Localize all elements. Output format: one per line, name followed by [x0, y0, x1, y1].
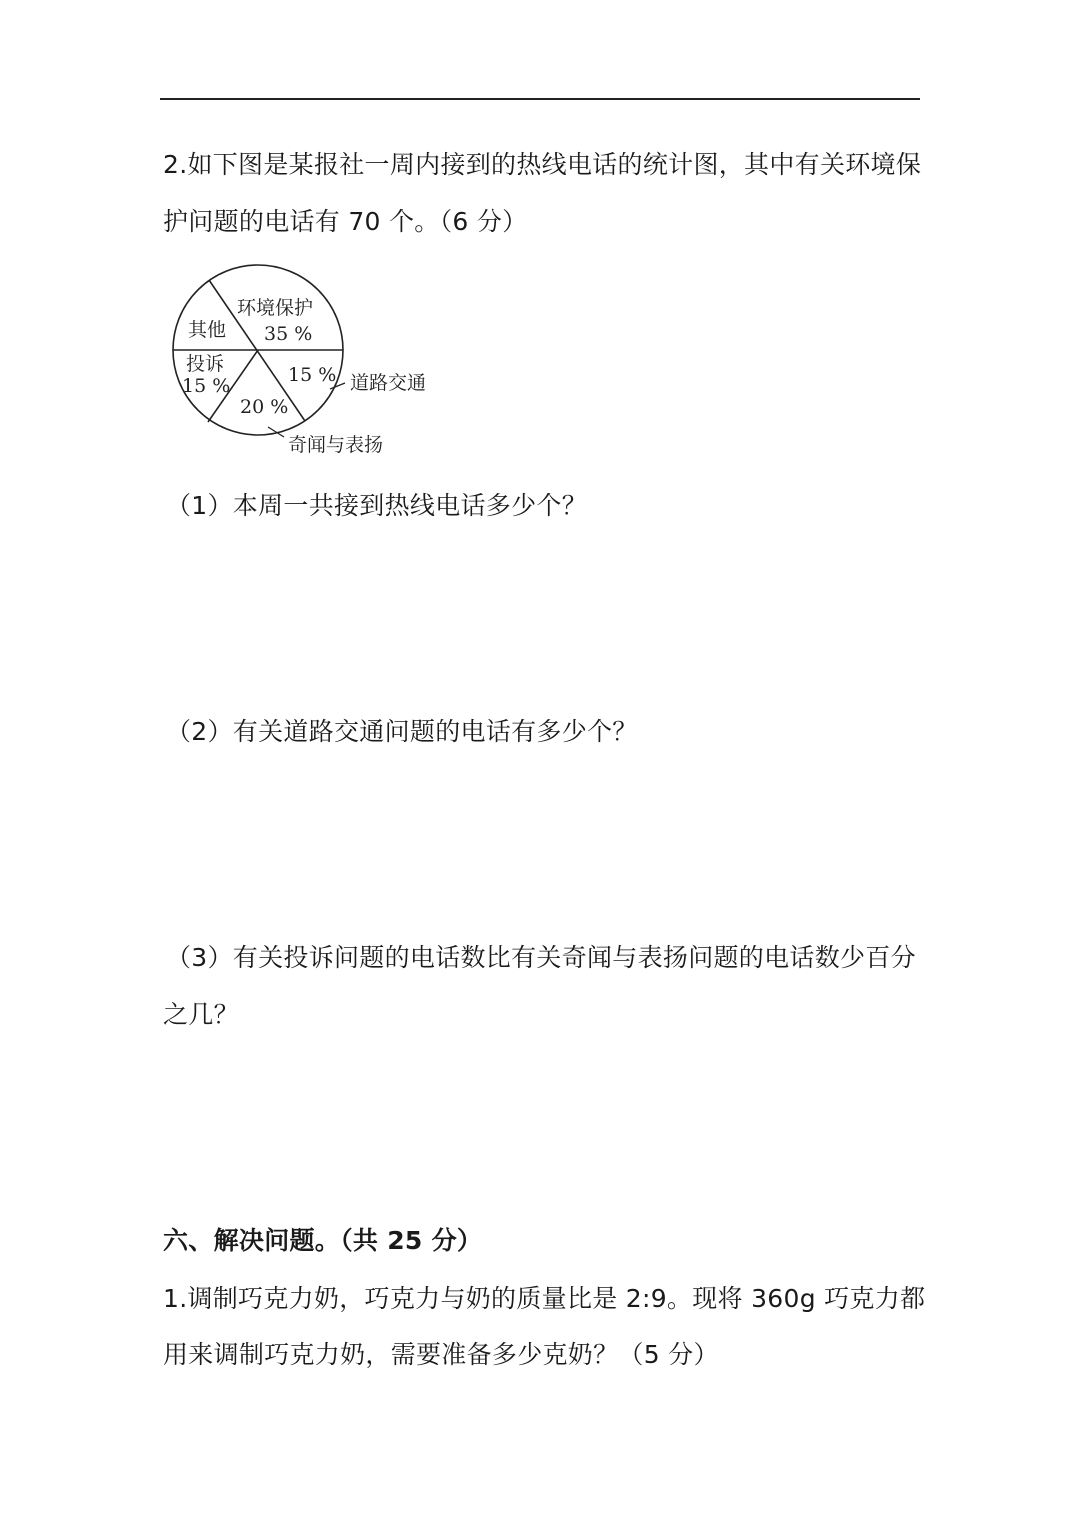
label-traffic-pct: 15 %: [288, 364, 337, 386]
label-traffic: 道路交通: [350, 372, 427, 394]
label-news: 奇闻与表扬: [288, 434, 384, 456]
label-env-pct: 35 %: [264, 323, 313, 345]
label-news-pct: 20 %: [240, 396, 289, 418]
sub-question-2: （2）有关道路交通问题的电话有多少个？: [166, 717, 638, 746]
sub-question-1: （1）本周一共接到热线电话多少个？: [166, 491, 588, 520]
section-6-q1-line-2: 用来调制巧克力奶，需要准备多少克奶？（5 分）: [163, 1340, 719, 1369]
sub-question-3-line-1: （3）有关投诉问题的电话数比有关奇闻与表扬问题的电话数少百分: [166, 943, 916, 972]
section-6-heading: 六、解决问题。（共 25 分）: [163, 1226, 483, 1255]
question-2-text-line-2: 护问题的电话有 70 个。（6 分）: [163, 207, 528, 236]
sub-question-3-line-2: 之几？: [163, 1000, 239, 1029]
label-env: 环境保护: [237, 297, 314, 319]
section-6-q1-line-1: 1.调制巧克力奶，巧克力与奶的质量比是 2:9。现将 360g 巧克力都: [163, 1284, 926, 1313]
pie-chart: [160, 255, 460, 470]
header-rule: [160, 98, 920, 100]
label-other: 其他: [188, 319, 227, 341]
label-complaint-pct: 15 %: [182, 375, 231, 397]
label-complaint: 投诉: [186, 353, 225, 375]
question-2-text-line-1: 2.如下图是某报社一周内接到的热线电话的统计图，其中有关环境保: [163, 150, 922, 179]
